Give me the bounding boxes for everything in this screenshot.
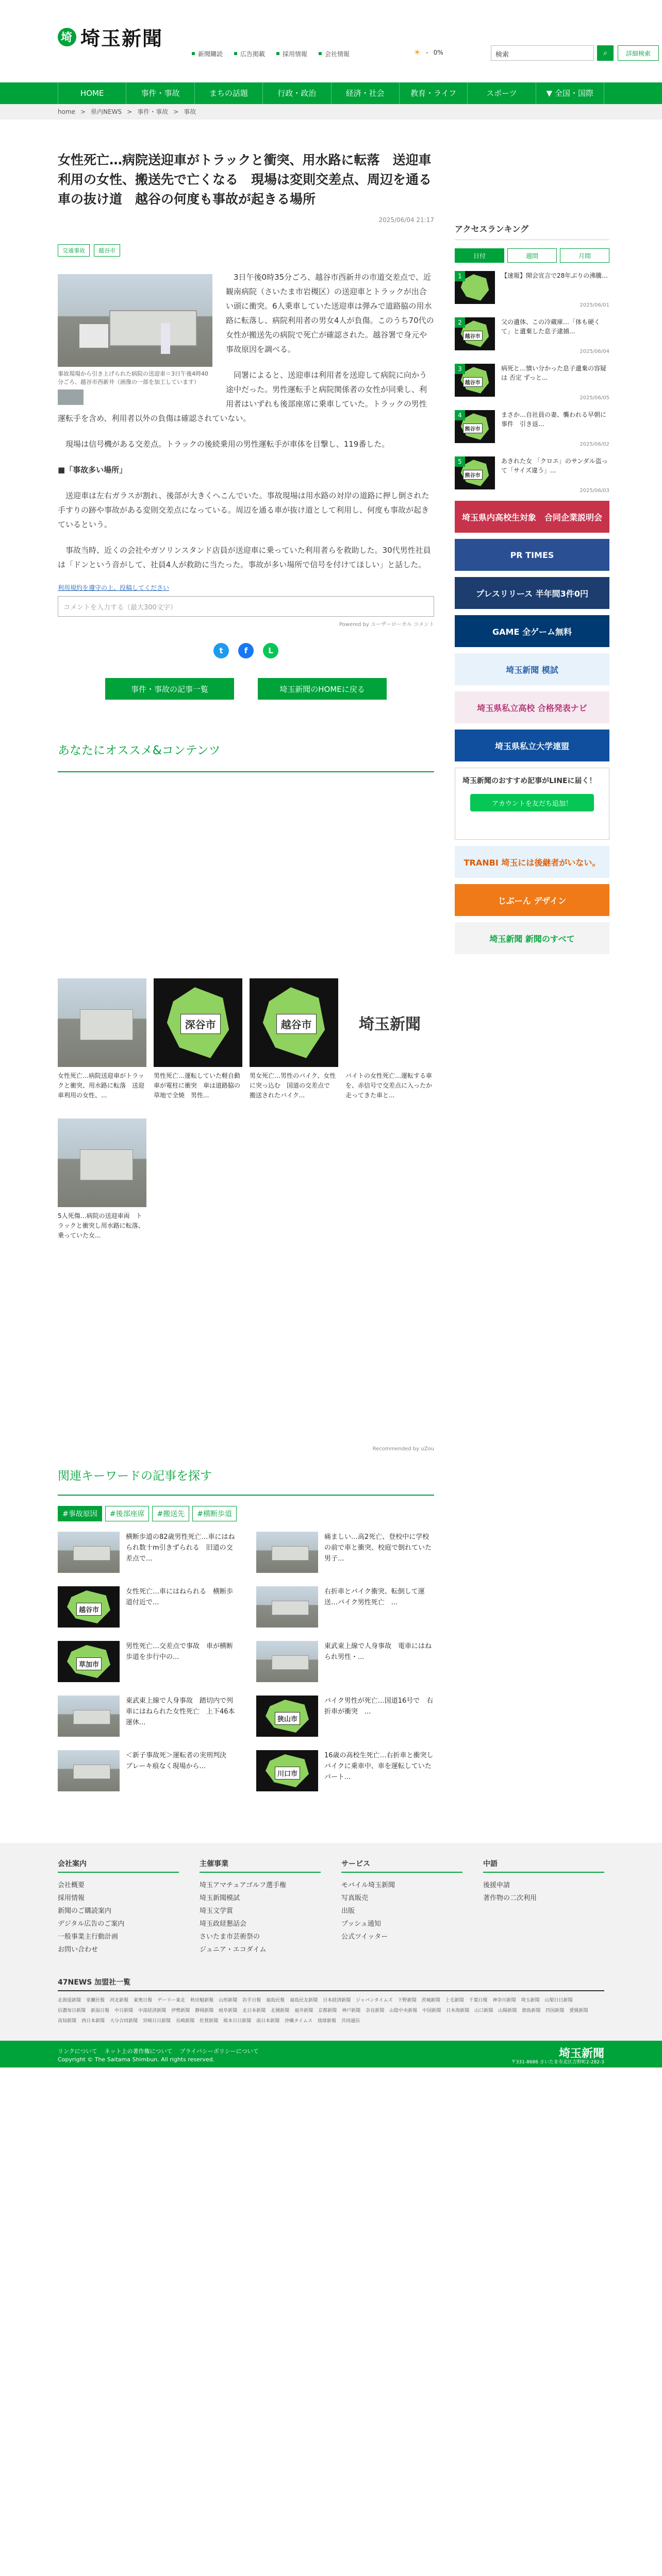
- ranking-item[interactable]: [455, 364, 609, 402]
- article-body: [58, 270, 434, 572]
- footer-link[interactable]: 埼玉新聞模試: [200, 1894, 240, 1902]
- article-tag[interactable]: 交通事故: [58, 244, 90, 257]
- footer-column: [483, 1858, 604, 1956]
- breadcrumb-separator: >: [127, 108, 133, 115]
- thumbnail-image[interactable]: [256, 1641, 318, 1682]
- line-promo-title: 埼玉新聞のおすすめ記事がLINEに届く！: [462, 777, 597, 785]
- thumbnail-image[interactable]: [58, 978, 146, 1067]
- keyword-article[interactable]: [256, 1586, 434, 1628]
- footer-address: 〒331-8686 さいたま市北区吉野町2-282-3: [511, 2060, 604, 2065]
- thumbnail-image[interactable]: [154, 978, 242, 1067]
- member-link[interactable]: 中部経済新聞: [138, 2008, 167, 2013]
- comment-terms-link[interactable]: 利用規約を遵守の上、投稿してください: [58, 584, 170, 591]
- member-link[interactable]: 共同通信: [341, 2019, 360, 2024]
- member-link[interactable]: 茨城新聞: [421, 1998, 440, 2003]
- nav-item[interactable]: 教育・ライフ: [400, 82, 468, 104]
- member-link[interactable]: 中国新聞: [422, 2008, 441, 2013]
- article-photo[interactable]: [58, 274, 212, 367]
- promo-banner[interactable]: 埼玉県私立高校 合格発表ナビ: [455, 691, 609, 723]
- member-link[interactable]: 山形新聞: [219, 1998, 238, 2003]
- search-button[interactable]: [597, 45, 614, 61]
- site-header: [0, 0, 662, 61]
- keyword-tag-label: 横断歩道: [203, 1510, 232, 1518]
- footer-logo[interactable]: 埼玉新聞: [558, 2047, 604, 2060]
- ranking-item-date: 2025/06/05: [580, 395, 609, 401]
- footer-column: [341, 1858, 462, 1956]
- member-link[interactable]: 奈良新聞: [366, 2008, 385, 2013]
- footer-link[interactable]: デジタル広告のご案内: [58, 1920, 125, 1928]
- recommend-item[interactable]: [58, 978, 146, 1110]
- promo-banner[interactable]: プレスリリース 半年間3件0円: [455, 577, 609, 609]
- keyword-article-title: 男性死亡…交差点で事故 車が横断歩道を歩行中の...: [126, 1642, 234, 1661]
- ranking-item-date: 2025/06/02: [580, 442, 609, 447]
- keyword-article-title: 痛ましい…高2死亡、登校中に学校の前で車と衝突、校庭で倒れていた 男子...: [324, 1533, 439, 1563]
- rank-number: 3: [455, 364, 465, 374]
- keyword-article-title: ＜新子事故死＞運転者の実刑判決 ブレーキ痕なく現場から...: [126, 1752, 234, 1770]
- thumbnail-image[interactable]: [58, 1586, 120, 1628]
- thumbnail-image[interactable]: [256, 1750, 318, 1791]
- footer: [0, 1843, 662, 2041]
- member-link[interactable]: 福島民友新聞: [290, 1998, 318, 2003]
- breadcrumb: [0, 104, 662, 120]
- member-link[interactable]: 山口新聞: [474, 2008, 493, 2013]
- comment-powered-by: Powered by ユーザーローカル コメント: [339, 622, 434, 628]
- footer-link[interactable]: 後援申請: [483, 1882, 510, 1889]
- footer-link[interactable]: 出版: [341, 1907, 355, 1915]
- hash-icon: #: [109, 1510, 116, 1518]
- recommend-grid: [58, 978, 439, 1250]
- map-label: 熊谷市: [463, 423, 483, 433]
- footer-link[interactable]: さいたま市芸術祭の: [200, 1933, 260, 1941]
- sidebar-banners: [455, 501, 609, 761]
- promo-banner[interactable]: 埼玉新聞 模試: [455, 653, 609, 685]
- keyword-article-title: 右折車とバイク衝突、転倒して運送…バイク男性死亡 ...: [324, 1588, 425, 1606]
- article-date: 2025/06/04 21:17: [378, 216, 434, 224]
- member-link[interactable]: 神戸新聞: [342, 2008, 361, 2013]
- top-link[interactable]: 採用情報: [276, 49, 307, 58]
- keyword-tag[interactable]: [152, 1506, 189, 1521]
- keyword-article-title: バイク男性が死亡…国道16号で 右折車が衝突 ...: [324, 1697, 434, 1716]
- hash-icon: #: [62, 1510, 69, 1518]
- member-link[interactable]: 熊本日日新聞: [223, 2019, 252, 2024]
- breadcrumb-item[interactable]: 事故: [184, 108, 196, 115]
- copyright: Copyright © The Saitama Shimbun. All rights reserved.: [58, 2056, 215, 2063]
- keyword-tag[interactable]: [105, 1506, 150, 1521]
- keyword-article[interactable]: [256, 1532, 439, 1573]
- article-list-button[interactable]: 事件・事故の記事一覧: [105, 678, 234, 700]
- member-link[interactable]: 佐賀新聞: [200, 2019, 219, 2024]
- site-logo[interactable]: 埼 埼玉新聞: [58, 23, 163, 51]
- thumbnail-image[interactable]: [256, 1532, 318, 1573]
- keyword-tag-label: 搬送先: [163, 1510, 185, 1518]
- map-label: 熊谷市: [463, 470, 483, 480]
- member-link[interactable]: 福島民報: [266, 1998, 285, 2003]
- footer-column-heading: 中語: [483, 1858, 604, 1873]
- breadcrumb-item[interactable]: 県内NEWS: [91, 108, 122, 115]
- keyword-article[interactable]: [58, 1641, 236, 1682]
- member-link[interactable]: 中日新聞: [114, 2008, 134, 2013]
- member-list-title: 47NEWS 加盟社一覧: [58, 1977, 604, 1991]
- article-paragraph: 現場は信号機がある交差点。トラックの後続乗用の男性運転手が車体を目撃し、119番した。: [65, 439, 390, 449]
- member-link[interactable]: 日本経済新聞: [323, 1998, 351, 2003]
- share-buttons: [58, 643, 434, 658]
- ranking-item[interactable]: [455, 456, 609, 495]
- search-icon: ⌕: [603, 49, 607, 57]
- footer-bar: [0, 2041, 662, 2067]
- map-label: 狭山市: [275, 1712, 300, 1725]
- ranking-item-title: まさか…自社員の妻、襲われる早朝に事件 引き返...: [501, 411, 607, 428]
- recommend-item[interactable]: [58, 1118, 146, 1250]
- member-link[interactable]: 山陽新聞: [498, 2008, 517, 2013]
- member-link[interactable]: 河北新報: [110, 1998, 129, 2003]
- member-link[interactable]: 北日本新聞: [242, 2008, 266, 2013]
- keyword-article[interactable]: [256, 1750, 440, 1791]
- member-link[interactable]: 伊勢新聞: [171, 2008, 190, 2013]
- keyword-tag-label: 後部座席: [115, 1510, 145, 1518]
- footer-link[interactable]: 著作物の二次利用: [483, 1894, 537, 1902]
- member-link[interactable]: 西日本新聞: [81, 2019, 105, 2024]
- footer-link[interactable]: 新聞のご購読案内: [58, 1907, 112, 1915]
- hash-icon: #: [157, 1510, 163, 1518]
- promo-banner[interactable]: 埼玉県内高校生対象 合同企業説明会: [455, 501, 609, 533]
- member-link[interactable]: 琉球新報: [317, 2019, 336, 2024]
- member-link[interactable]: 南日本新聞: [256, 2019, 280, 2024]
- sidebar-banners-2: [455, 846, 609, 954]
- keyword-article-title: 女性死亡…車にはねられる 横断歩道付近で...: [126, 1588, 234, 1606]
- recommend-item[interactable]: [345, 978, 439, 1110]
- member-link[interactable]: 日本海新聞: [446, 2008, 470, 2013]
- line-add-friend-button[interactable]: アカウントを友だち追加！: [470, 794, 594, 811]
- footer-link[interactable]: お問い合わせ: [58, 1946, 98, 1954]
- photo-thumbnail[interactable]: [58, 389, 84, 405]
- member-link[interactable]: 大分合同新聞: [110, 2019, 138, 2024]
- ranking-tab[interactable]: 週間: [507, 248, 557, 263]
- member-link[interactable]: 山陰中央新報: [389, 2008, 418, 2013]
- thumbnail-image[interactable]: [58, 1750, 120, 1791]
- footer-link[interactable]: モバイル埼玉新聞: [341, 1882, 395, 1889]
- recommend-heading: あなたにオススメ&コンテンツ: [58, 741, 434, 772]
- ranking-tab[interactable]: 月間: [560, 248, 609, 263]
- ranking-item[interactable]: [455, 410, 609, 448]
- member-link[interactable]: 上毛新聞: [445, 1998, 464, 2003]
- main-nav: [0, 82, 662, 104]
- keyword-article[interactable]: [58, 1532, 236, 1573]
- member-list: [58, 1996, 604, 2025]
- rank-number: 2: [455, 317, 465, 328]
- member-link[interactable]: 千葉日報: [469, 1998, 488, 2003]
- keyword-article[interactable]: [58, 1696, 236, 1737]
- line-promo: [455, 768, 609, 840]
- rank-number: 5: [455, 456, 465, 467]
- ranking-item-title: あきれた女 「クロエ」のサンダル盗って「サイズ違う」...: [501, 457, 608, 474]
- member-link[interactable]: 神奈川新聞: [492, 1998, 516, 2003]
- keyword-article[interactable]: [58, 1750, 236, 1791]
- keyword-articles: [58, 1532, 440, 1791]
- footer-column-heading: サービス: [341, 1858, 462, 1873]
- promo-banner[interactable]: TRANBI 埼玉には後継者がいない。: [455, 846, 609, 878]
- member-link[interactable]: 埼玉新聞: [521, 1998, 540, 2003]
- nav-item[interactable]: HOME: [58, 82, 126, 104]
- thumbnail-image[interactable]: [345, 978, 434, 1067]
- recommend-powered-by: Recommended by uZou: [372, 1446, 434, 1452]
- member-link[interactable]: 沖縄タイムス: [285, 2019, 312, 2024]
- footer-link[interactable]: 会社概要: [58, 1882, 85, 1889]
- rank-number: 1: [455, 271, 465, 281]
- member-link[interactable]: 新潟日報: [91, 2008, 110, 2013]
- section-heading: ■「事故多い場所」: [58, 465, 127, 474]
- member-link[interactable]: 北國新聞: [271, 2008, 290, 2013]
- map-label: 草加市: [76, 1657, 102, 1670]
- recommend-title: 女性死亡…病院送迎車がトラックと衝突、用水路に転落 送迎車利用の女性、...: [58, 1072, 145, 1099]
- keyword-article[interactable]: [256, 1641, 434, 1682]
- ranking-tabs: [455, 248, 609, 263]
- footer-link[interactable]: 採用情報: [58, 1894, 85, 1902]
- top-link[interactable]: 会社情報: [319, 49, 350, 58]
- footer-link[interactable]: 埼玉政経懇話会: [200, 1920, 247, 1928]
- map-label: 川口市: [275, 1767, 300, 1780]
- photo-caption: 事故現場から引き上げられた病院の送迎車＝3日午後4時40分ごろ、越谷市西新井（画像の一部を加工しています）: [58, 370, 208, 385]
- keyword-article-title: 東武東上線で人身事故 電車にはねられ男性・...: [324, 1642, 432, 1661]
- member-link[interactable]: 静岡新聞: [195, 2008, 214, 2013]
- hash-icon: #: [197, 1510, 203, 1518]
- logo-text: 埼玉新聞: [359, 1015, 421, 1033]
- thumbnail-image[interactable]: [58, 1532, 120, 1573]
- bottom-link[interactable]: リンクについて: [58, 2048, 97, 2055]
- recommend-item[interactable]: [250, 978, 338, 1110]
- member-link[interactable]: 岩手日報: [242, 1998, 261, 2003]
- ranking-tab[interactable]: 日付: [455, 248, 504, 263]
- nav-item[interactable]: 事件・事故: [126, 82, 194, 104]
- footer-link[interactable]: 写真販売: [341, 1894, 369, 1902]
- member-link[interactable]: 徳島新聞: [522, 2008, 541, 2013]
- footer-link[interactable]: 公式ツイッター: [341, 1933, 388, 1941]
- footer-link[interactable]: 埼玉文学賞: [200, 1907, 234, 1915]
- member-link[interactable]: 信濃毎日新聞: [58, 2008, 86, 2013]
- member-link[interactable]: 四国新聞: [545, 2008, 565, 2013]
- comment-input[interactable]: コメントを入力する（最大300文字）: [58, 596, 434, 617]
- member-link[interactable]: 東奥日報: [134, 1998, 153, 2003]
- ranking-item[interactable]: [455, 271, 609, 309]
- member-link[interactable]: 山梨日日新聞: [544, 1998, 573, 2003]
- footer-link[interactable]: ジュニア・エコダイム: [200, 1946, 267, 1954]
- keyword-article-title: 東武東上線で人身事故 踏切内で列車にはねられた女性死亡 上下46本運休...: [126, 1697, 235, 1726]
- thumbnail-image[interactable]: [256, 1696, 318, 1737]
- map-label: 越谷市: [76, 1603, 102, 1616]
- thumbnail-image[interactable]: [58, 1118, 146, 1207]
- ranking-item-date: 2025/06/01: [580, 302, 609, 308]
- breadcrumb-item[interactable]: 事件・事故: [137, 108, 169, 115]
- member-link[interactable]: 室蘭民報: [86, 1998, 105, 2003]
- recommend-title: 男性死亡…運転していた軽自動車が電柱に衝突 車は道路脇の草地で全焼 男性...: [154, 1072, 241, 1099]
- rank-number: 4: [455, 410, 465, 420]
- weather-widget: ☀ - 0%: [413, 47, 443, 57]
- keyword-tag[interactable]: [192, 1506, 237, 1521]
- promo-banner[interactable]: GAME 全ゲーム無料: [455, 615, 609, 647]
- nav-item[interactable]: スポーツ: [468, 82, 536, 104]
- member-link[interactable]: 愛媛新聞: [569, 2008, 588, 2013]
- footer-column-heading: 主催事業: [200, 1858, 321, 1873]
- keyword-article-title: 横断歩道の82歳男性死亡…車にはねられ数十m引きずられる 旧道の交差点で...: [126, 1533, 235, 1563]
- footer-column: [200, 1858, 321, 1956]
- keyword-article[interactable]: [256, 1696, 434, 1737]
- map-label: 越谷市: [276, 1014, 317, 1034]
- keyword-heading: 関連キーワードの記事を探す: [58, 1466, 434, 1496]
- search-input[interactable]: 検索: [491, 45, 594, 61]
- advanced-search-button[interactable]: 詳細検索: [618, 45, 659, 61]
- keyword-tag-label: 事故原因: [68, 1510, 97, 1518]
- footer-column: [58, 1858, 179, 1956]
- keyword-tags: [58, 1506, 434, 1521]
- bottom-link[interactable]: プライバシーポリシーについて: [179, 2048, 259, 2055]
- home-button[interactable]: 埼玉新聞のHOMEに戻る: [258, 678, 387, 700]
- map-label: 越谷市: [463, 377, 483, 387]
- member-link[interactable]: 北海道新聞: [58, 1998, 81, 2003]
- member-link[interactable]: 秋田魁新報: [190, 1998, 214, 2003]
- member-link[interactable]: 長崎新聞: [176, 2019, 195, 2024]
- member-link[interactable]: 下野新聞: [398, 1998, 417, 2003]
- footer-link[interactable]: 埼玉アマチュアゴルフ選手権: [200, 1882, 286, 1889]
- top-links: [192, 49, 350, 58]
- member-link[interactable]: 宮崎日日新聞: [143, 2019, 171, 2024]
- member-link[interactable]: 岐阜新聞: [219, 2008, 238, 2013]
- article-tags: [58, 244, 434, 257]
- member-link[interactable]: 福井新聞: [294, 2008, 313, 2013]
- thumbnail-image[interactable]: [58, 1641, 120, 1682]
- sun-icon: ☀: [413, 47, 421, 57]
- keyword-article-title: 16歳の高校生死亡…右折車と衝突し バイクに乗車中、車を運転していたパート...: [324, 1752, 440, 1781]
- promo-banner[interactable]: 埼玉県私立大学連盟: [455, 730, 609, 761]
- article-paragraph: 事故当時、近くの会社やガソリンスタンド店員が送迎車に乗っていた利用者らを救助した。30代男性社員は「ドンという音がして、社員4人が救助に当たった。事故が多い場所で信号を付けてほしい」と話した。: [58, 546, 431, 569]
- map-label: 越谷市: [463, 331, 483, 341]
- article-figure: [58, 274, 212, 405]
- breadcrumb-separator: >: [80, 108, 86, 115]
- map-label: 深谷市: [180, 1014, 221, 1034]
- footer-link[interactable]: プッシュ通知: [341, 1920, 381, 1928]
- ranking-item-title: 【速報】開会宣言で28年ぶりの沸騰...: [501, 272, 608, 279]
- keyword-article[interactable]: [58, 1586, 236, 1628]
- member-link[interactable]: ジャパンタイムズ: [356, 1998, 393, 2003]
- article-paragraph: 3日午後0時35分ごろ、越谷市西新井の市道交差点で、近観南病院（さいたま市岩槻区）の送迎車とトラックが出合い頭に衝突。6人乗車していた送迎車は弾みで道路脇の用水路に転落し、病院利用者の男女4人が負傷。このうち70代の女性が搬送先の病院で死亡が確認された。越谷署で身元や事故原因を調べる。: [226, 273, 434, 354]
- article: [58, 120, 440, 1791]
- breadcrumb-item[interactable]: home: [58, 108, 76, 115]
- article-title: 女性死亡…病院送迎車がトラックと衝突、用水路に転落 送迎車利用の女性、搬送先で亡くなる 現場は変則交差点、周辺を通る車の抜け道 越谷の何度も事故が起きる場所: [58, 152, 432, 207]
- logo-mark-icon: 埼: [58, 28, 76, 46]
- bottom-link[interactable]: ネット上の著作権について: [104, 2048, 173, 2055]
- article-paragraph: 送迎車は左右ガラスが割れ、後部が大きくへこんでいた。事故現場は用水路の対岸の道路に押し倒された手すりの跡や事故がある変則交差点になっている。周辺を通る車が抜け道として利用し、何度も事故が起きているという。: [58, 491, 429, 529]
- article-paragraph: 同署によると、送迎車は利用者を送迎して病院に向かう途中だった。男性運転手と病院関係者の女性が同乗し、利用者はいずれも後部座席に乗車していた。トラックの男性運転手を含め、利用者以外の負傷は確認されていない。: [58, 370, 427, 423]
- ranking-item-title: 病死と…憤い分かった息子遺棄の容疑は 否定 ずっと...: [501, 365, 607, 381]
- nav-item[interactable]: ▼ 全国・国際: [536, 82, 604, 104]
- thumbnail-image[interactable]: [250, 978, 338, 1067]
- recommend-title: バイトの女性死亡…運転する車を、赤信号で交差点に入ったか 走ってきた車と...: [345, 1072, 439, 1099]
- keyword-tag[interactable]: [58, 1506, 102, 1521]
- nav-item[interactable]: 経済・社会: [332, 82, 400, 104]
- top-link[interactable]: 広告掲載: [234, 49, 265, 58]
- nav-item[interactable]: 行政・政治: [263, 82, 331, 104]
- promo-banner[interactable]: 埼玉新聞 新聞のすべて: [455, 922, 609, 954]
- ranking-item-date: 2025/06/04: [580, 349, 609, 354]
- twitter-icon[interactable]: t: [213, 643, 229, 658]
- recommend-title: 5人死傷…病院の送迎車両 トラックと衝突し用水路に転落、乗っていた女...: [58, 1212, 144, 1239]
- ranking-title: アクセスランキング: [455, 223, 609, 240]
- recommend-item[interactable]: [154, 978, 242, 1110]
- member-link[interactable]: 高知新聞: [58, 2019, 77, 2024]
- ranking-item-date: 2025/06/03: [580, 488, 609, 494]
- breadcrumb-separator: >: [173, 108, 179, 115]
- nav-item[interactable]: まちの話題: [195, 82, 263, 104]
- promo-banner[interactable]: PR TIMES: [455, 539, 609, 571]
- ranking-item-title: 父の遺体、この冷蔵庫…「体も硬くて」と遺棄した息子逮捕...: [501, 318, 601, 335]
- thumbnail-image[interactable]: [58, 1696, 120, 1737]
- article-tag[interactable]: 越谷市: [94, 244, 120, 257]
- top-link[interactable]: 新聞購読: [192, 49, 223, 58]
- footer-link[interactable]: 一般事業主行動計画: [58, 1933, 119, 1941]
- line-icon[interactable]: L: [263, 643, 278, 658]
- recommend-title: 男女死亡…男性のバイク、女性に突っ込む 国道の交差点で 搬送されたバイク...: [250, 1072, 337, 1099]
- footer-column-heading: 会社案内: [58, 1858, 179, 1873]
- facebook-icon[interactable]: f: [238, 643, 254, 658]
- member-link[interactable]: デーリー東北: [157, 1998, 186, 2003]
- thumbnail-image[interactable]: [256, 1586, 318, 1628]
- sidebar: [455, 120, 609, 1791]
- member-link[interactable]: 京都新聞: [318, 2008, 337, 2013]
- promo-banner[interactable]: じぶーん デザイン: [455, 884, 609, 916]
- ranking-item[interactable]: [455, 317, 609, 355]
- ranking-list: [455, 271, 609, 495]
